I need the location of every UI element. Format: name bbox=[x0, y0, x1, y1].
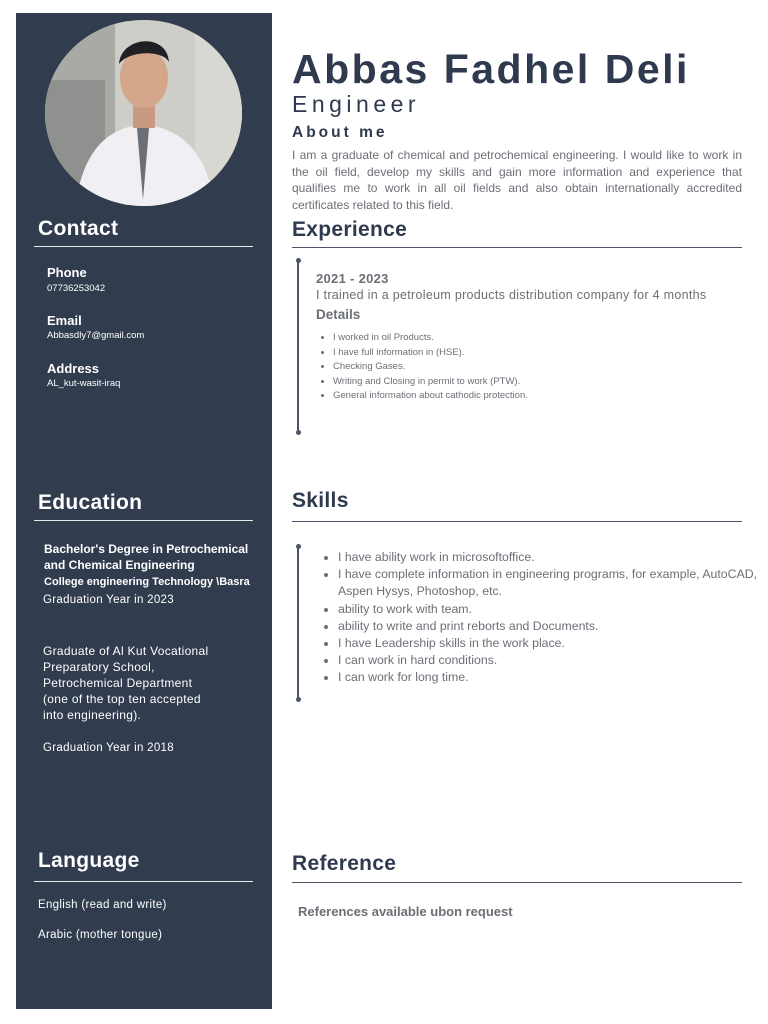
skills-list bbox=[322, 549, 758, 687]
list-item: • I have full information in (HSE). bbox=[333, 346, 528, 361]
address-value: AL_kut-wasit-iraq bbox=[47, 378, 121, 389]
reference-divider bbox=[292, 882, 742, 883]
experience-details-list bbox=[316, 331, 528, 404]
education-heading: Education bbox=[38, 491, 143, 514]
skills-timeline bbox=[297, 546, 299, 700]
list-item: • I have ability work in microsoftoffice. bbox=[338, 549, 758, 566]
list-item: • ability to work with team. bbox=[338, 601, 758, 618]
language-item-english: English (read and write) bbox=[38, 899, 167, 911]
contact-divider bbox=[34, 246, 253, 247]
email-value: Abbasdly7@gmail.com bbox=[47, 330, 145, 341]
skills-heading: Skills bbox=[292, 489, 349, 512]
education-school-year: Graduation Year in 2018 bbox=[43, 742, 174, 754]
language-divider bbox=[34, 881, 253, 882]
education-divider bbox=[34, 520, 253, 521]
reference-text: References available ubon request bbox=[298, 904, 513, 919]
skills-divider bbox=[292, 521, 742, 522]
experience-details-label: Details bbox=[316, 307, 361, 322]
phone-value: 07736253042 bbox=[47, 283, 106, 294]
education-degree: Bachelor's Degree in Petrochemical and Chemical Engineering bbox=[44, 542, 249, 572]
about-heading: About me bbox=[292, 124, 388, 141]
list-item: • I have complete information in engineering programs, for example, AutoCAD, Aspen Hysys, Photoshop, etc. bbox=[338, 566, 758, 600]
about-text: I am a graduate of chemical and petrochemical engineering. I would like to work in the oil field, develop my skills and gain more information and experience that qualifies me to work in all oil fields and also obtain internationally accredited certificates related to this field. bbox=[292, 148, 742, 212]
phone-label: Phone bbox=[47, 265, 87, 280]
list-item: • Writing and Closing in permit to work (PTW). bbox=[333, 375, 528, 390]
list-item: • I can work for long time. bbox=[338, 669, 758, 686]
list-item: • ability to write and print reborts and Documents. bbox=[338, 618, 758, 635]
language-heading: Language bbox=[38, 849, 140, 872]
experience-years: 2021 - 2023 bbox=[316, 271, 389, 286]
candidate-role: Engineer bbox=[292, 91, 421, 117]
list-item: • Checking Gases. bbox=[333, 360, 528, 375]
list-item: • I have Leadership skills in the work place. bbox=[338, 635, 758, 652]
list-item: • General information about cathodic protection. bbox=[333, 389, 528, 404]
experience-description: I trained in a petroleum products distribution company for 4 months bbox=[316, 288, 707, 302]
list-item: • I worked in oil Products. bbox=[333, 331, 528, 346]
experience-heading: Experience bbox=[292, 218, 408, 241]
education-degree-year: Graduation Year in 2023 bbox=[43, 594, 174, 606]
language-item-arabic: Arabic (mother tongue) bbox=[38, 929, 163, 941]
address-label: Address bbox=[47, 361, 100, 376]
candidate-name: Abbas Fadhel Deli bbox=[292, 46, 690, 92]
experience-divider bbox=[292, 247, 742, 248]
email-label: Email bbox=[47, 313, 82, 328]
education-school: Graduate of Al Kut Vocational Preparatory School, Petrochemical Department (one of the top ten accepted into engineering). bbox=[43, 644, 209, 722]
profile-photo-illustration bbox=[45, 20, 242, 206]
contact-heading: Contact bbox=[38, 217, 119, 240]
reference-heading: Reference bbox=[292, 852, 397, 875]
education-college: College engineering Technology \Basra bbox=[44, 576, 250, 588]
experience-timeline bbox=[297, 260, 299, 433]
list-item: • I can work in hard conditions. bbox=[338, 652, 758, 669]
profile-photo bbox=[45, 20, 242, 206]
